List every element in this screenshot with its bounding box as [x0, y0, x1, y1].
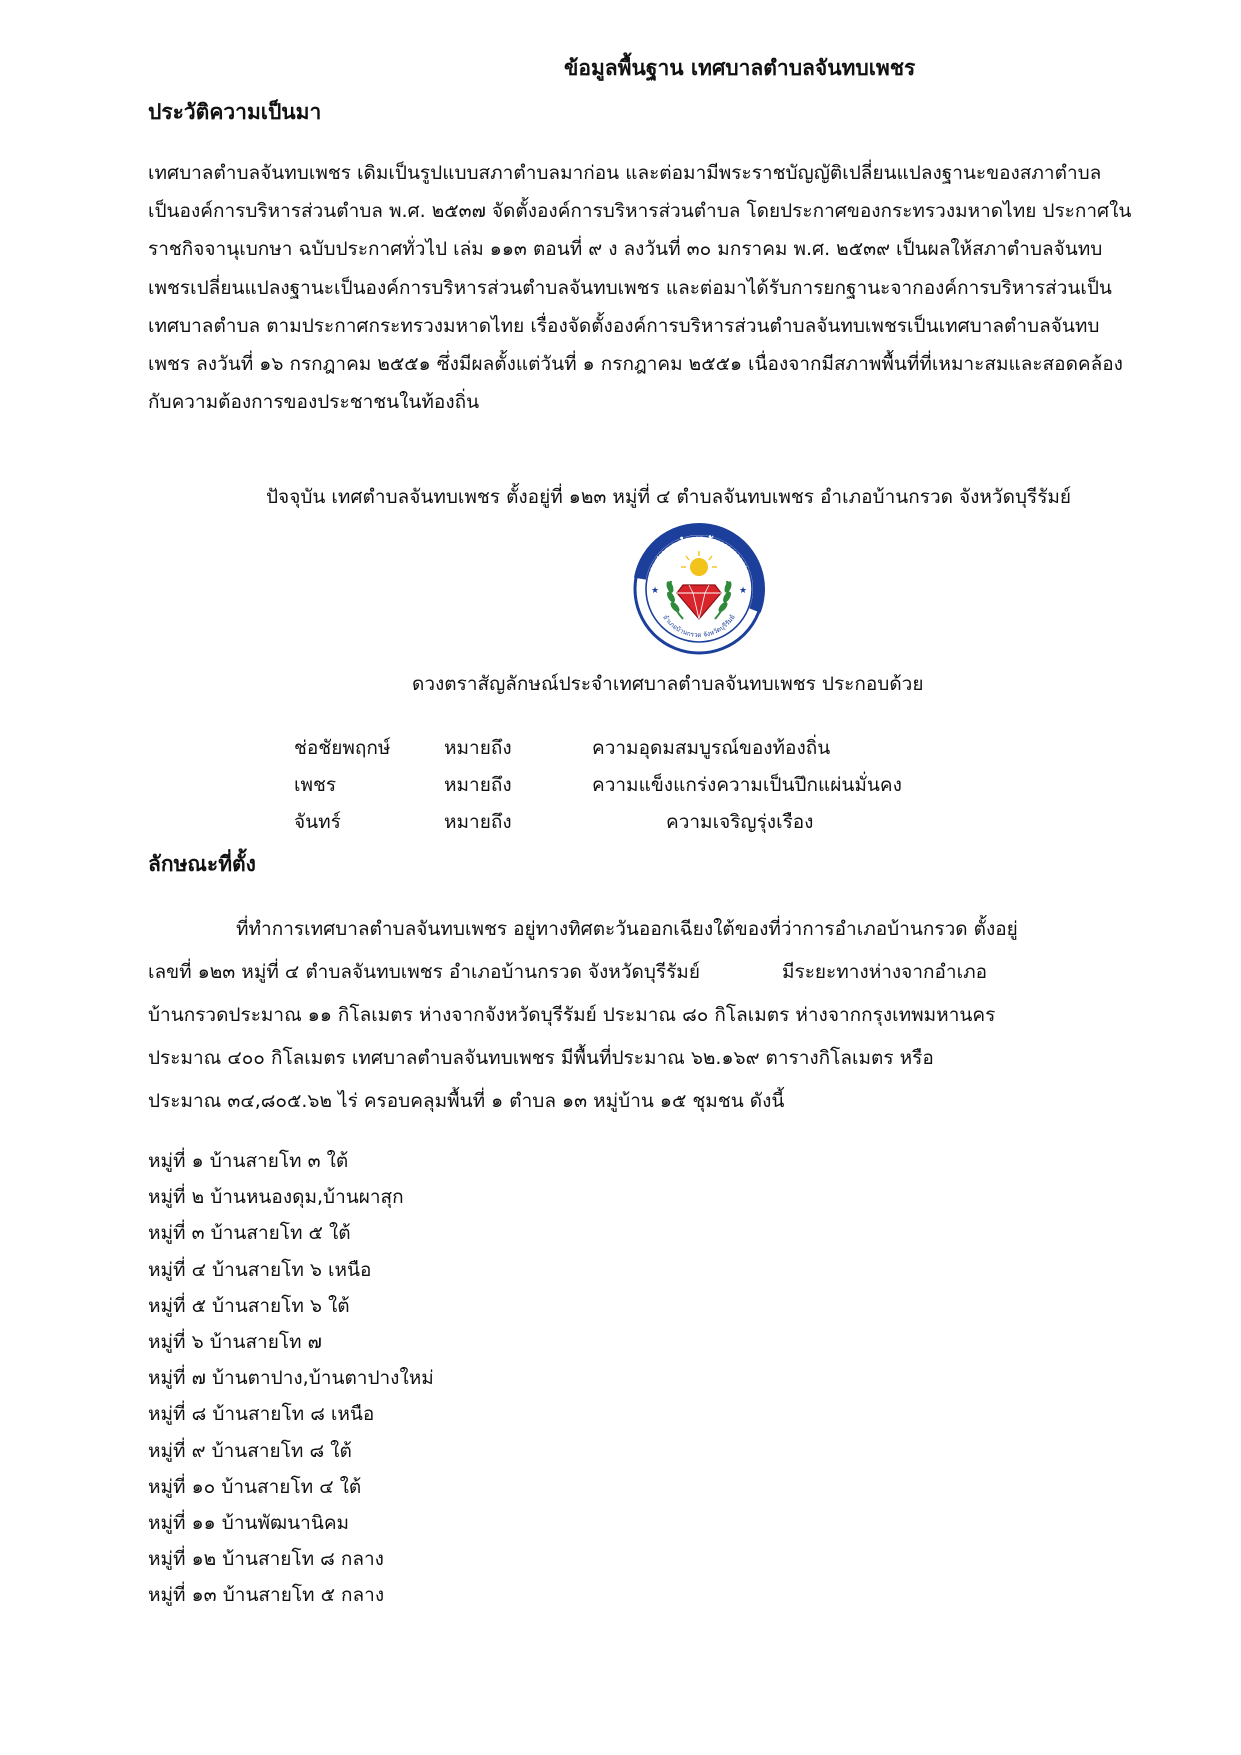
village-name: บ้านสายโท ๘ เหนือ	[212, 1403, 375, 1426]
meaning-term: ช่อชัยพฤกษ์	[294, 737, 391, 759]
village-number: หมู่ที่ ๑๒	[148, 1548, 217, 1571]
village-name: บ้านหนองดุม,บ้านผาสุก	[210, 1186, 404, 1209]
village-name: บ้านสายโท ๓ ใต้	[209, 1150, 349, 1172]
village-number: หมู่ที่ ๘	[148, 1403, 207, 1426]
meaning-description: ความเจริญรุ่งเรือง	[666, 811, 814, 833]
document-title: ข้อมูลพื้นฐาน เทศบาลตำบลจันทบเพชร	[564, 56, 916, 80]
list-item	[148, 1252, 434, 1288]
paragraph-line: ประมาณ ๓๔,๘๐๕.๖๒ ไร่ ครอบคลุมพื้นที่ ๑ ตำบล ๑๓ หมู่บ้าน ๑๕ ชุมชน ดังนี้	[148, 1090, 785, 1112]
history-heading: ประวัติความเป็นมา	[148, 100, 322, 124]
village-name: บ้านสายโท ๘ กลาง	[222, 1548, 384, 1571]
village-name: บ้านตาปาง,บ้านตาปางใหม่	[211, 1367, 434, 1390]
emblem-seal-icon	[631, 521, 767, 657]
paragraph-line: เทศบาลตำบล ตามประกาศกระทรวงมหาดไทย เรื่องจัดตั้งองค์การบริหารส่วนตำบลจันทบเพชรเป็นเทศบาลตำบลจันทบ	[148, 314, 1100, 337]
village-name: บ้านสายโท ๔ ใต้	[221, 1475, 362, 1498]
meaning-term: จันทร์	[294, 811, 341, 833]
meaning-term: เพชร	[294, 774, 337, 796]
village-number: หมู่ที่ ๖	[148, 1330, 204, 1353]
meaning-description: ความอุดมสมบูรณ์ของท้องถิ่น	[592, 737, 831, 759]
meaning-description: ความแข็งแกร่งความเป็นปึกแผ่นมั่นคง	[592, 774, 902, 796]
paragraph-line: เป็นองค์การบริหารส่วนตำบล พ.ศ. ๒๕๓๗ จัดตั้งองค์การบริหารส่วนตำบล โดยประกาศของกระทรวงมหาดไทย ประกาศใน	[148, 200, 1132, 223]
paragraph-line: เพชร ลงวันที่ ๑๖ กรกฎาคม ๒๕๕๑ ซึ่งมีผลตั้งแต่วันที่ ๑ กรกฎาคม ๒๕๕๑ เนื่องจากมีสภาพพื้นที่ที่เหมาะสมและสอดคล้อง	[148, 352, 1123, 375]
paragraph-line: บ้านกรวดประมาณ ๑๑ กิโลเมตร ห่างจากจังหวัดบุรีรัมย์ ประมาณ ๘๐ กิโลเมตร ห่างจากกรุงเทพมหานคร	[148, 1004, 996, 1026]
village-name: บ้านสายโท ๗	[209, 1330, 322, 1353]
meaning-connector: หมายถึง	[444, 811, 512, 833]
paragraph-line: ราชกิจจานุเบกษา ฉบับประกาศทั่วไป เล่ม ๑๑๓ ตอนที่ ๙ ง ลงวันที่ ๓๐ มกราคม พ.ศ. ๒๕๓๙ เป็นผลให้สภาตำบลจันทบ	[148, 238, 1103, 261]
list-item	[148, 1505, 434, 1541]
emblem-caption: ดวงตราสัญลักษณ์ประจำเทศบาลตำบลจันทบเพชร ประกอบด้วย	[412, 673, 924, 695]
history-paragraph	[148, 154, 1218, 421]
list-item	[148, 1324, 434, 1360]
village-name: บ้านสายโท ๘ ใต้	[211, 1439, 352, 1462]
village-number: หมู่ที่ ๑๐	[148, 1475, 216, 1498]
meaning-connector: หมายถึง	[444, 774, 512, 796]
village-name: บ้านสายโท ๖ ใต้	[212, 1294, 350, 1317]
list-item	[148, 1360, 434, 1396]
village-number: หมู่ที่ ๙	[148, 1439, 206, 1462]
paragraph-text: มีระยะทางห่างจากอำเภอ	[781, 961, 987, 983]
paragraph-line: กับความต้องการของประชาชนในท้องถิ่น	[148, 391, 480, 414]
village-number: หมู่ที่ ๑	[148, 1150, 204, 1172]
municipality-emblem	[631, 521, 767, 657]
svg-text:★: ★	[651, 586, 660, 596]
village-number: หมู่ที่ ๕	[148, 1294, 206, 1317]
list-item	[148, 1143, 434, 1179]
paragraph-text: เลขที่ ๑๒๓ หมู่ที่ ๔ ตำบลจันทบเพชร อำเภอบ้านกรวด จังหวัดบุรีรัมย์	[148, 961, 700, 983]
location-heading: ลักษณะที่ตั้ง	[148, 852, 256, 876]
list-item	[148, 1215, 434, 1251]
village-name: บ้านสายโท ๖ เหนือ	[212, 1258, 372, 1281]
svg-text:★: ★	[739, 586, 748, 596]
village-number: หมู่ที่ ๓	[148, 1222, 205, 1245]
list-item	[148, 1288, 434, 1324]
list-item	[148, 1577, 434, 1613]
list-item	[148, 1469, 434, 1505]
paragraph-text: ที่ทำการเทศบาลตำบลจันทบเพชร อยู่ทางทิศตะวันออกเฉียงใต้ของที่ว่าการอำเภอบ้านกรวด ตั้งอยู่	[236, 918, 1018, 940]
paragraph-line: ประมาณ ๔๐๐ กิโลเมตร เทศบาลตำบลจันทบเพชร มีพื้นที่ประมาณ ๖๒.๑๖๙ ตารางกิโลเมตร หรือ	[148, 1047, 934, 1069]
list-item	[148, 1179, 434, 1215]
village-name: บ้านสายโท ๕ ใต้	[210, 1222, 351, 1245]
present-location-line: ปัจจุบัน เทศตำบลจันทบเพชร ตั้งอยู่ที่ ๑๒๓ หมู่ที่ ๔ ตำบลจันทบเพชร อำเภอบ้านกรวด จังหวัดบุรีรัมย์	[266, 486, 1072, 508]
village-number: หมู่ที่ ๑๑	[148, 1511, 216, 1534]
list-item	[148, 1396, 434, 1432]
list-item	[148, 1433, 434, 1469]
paragraph-line: เพชรเปลี่ยนแปลงฐานะเป็นองค์การบริหารส่วนตำบลจันทบเพชร และต่อมาได้รับการยกฐานะจากองค์การบริหารส่วนเป็น	[148, 276, 1112, 299]
emblem-bottom-text: อำเภอบ้านกรวด จังหวัดบุรีรัมย์	[661, 613, 737, 640]
meaning-connector: หมายถึง	[444, 737, 512, 759]
village-number: หมู่ที่ ๑๓	[148, 1584, 217, 1607]
village-list	[148, 1143, 434, 1613]
village-name: บ้านพัฒนานิคม	[221, 1511, 350, 1534]
village-name: บ้านสายโท ๕ กลาง	[222, 1584, 385, 1607]
paragraph-line: เทศบาลตำบลจันทบเพชร เดิมเป็นรูปแบบสภาตำบลมาก่อน และต่อมามีพระราชบัญญัติเปลี่ยนแปลงฐานะของสภาตำบล	[148, 162, 1102, 184]
village-number: หมู่ที่ ๔	[148, 1258, 206, 1281]
village-number: หมู่ที่ ๗	[148, 1367, 206, 1390]
village-number: หมู่ที่ ๒	[148, 1186, 205, 1209]
paragraph-line	[148, 908, 1118, 951]
list-item	[148, 1541, 434, 1577]
paragraph-line	[148, 951, 1118, 994]
location-paragraph	[148, 908, 1118, 1123]
emblem-top-text: เทศบาลตำบลจันทบเพชร	[645, 532, 753, 577]
